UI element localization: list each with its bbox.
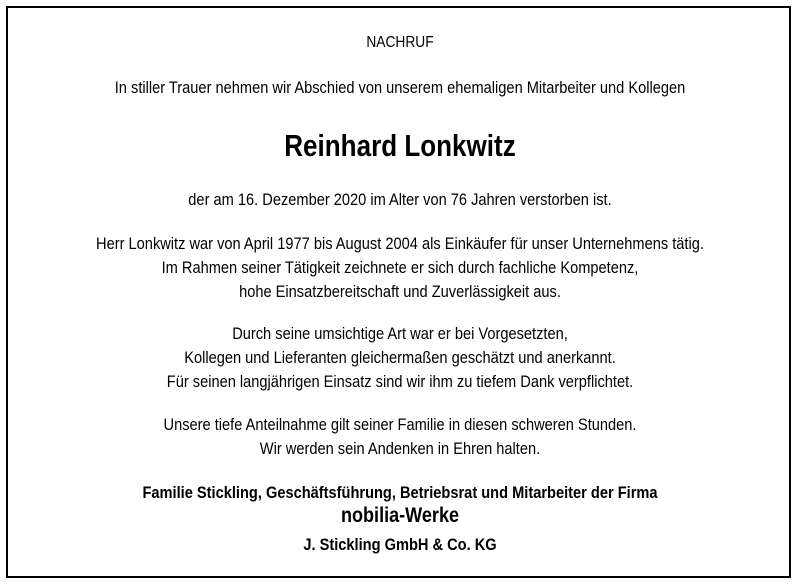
paragraph2-line: Für seinen langjährigen Einsatz sind wir ihm zu tiefem Dank verpflichtet. [166,372,634,391]
death-date-line: der am 16. Dezember 2020 im Alter von 76 Jahren verstorben ist. [188,190,612,209]
paragraph2-line: Kollegen und Lieferanten gleichermaßen geschätzt und anerkannt. [184,348,616,367]
paragraph1-line: Im Rahmen seiner Tätigkeit zeichnete er sich durch fachliche Kompetenz, [161,258,639,277]
signature-line: Familie Stickling, Geschäftsführung, Betriebsrat und Mitarbeiter der Firma [142,483,658,502]
paragraph2-line: Durch seine umsichtige Art war er bei Vorgesetzten, [232,324,568,343]
deceased-name: Reinhard Lonkwitz [284,128,516,163]
signature-company: nobilia-Werke [340,504,460,527]
paragraph3-line: Unsere tiefe Anteilnahme gilt seiner Familie in diesen schweren Stunden. [163,415,637,434]
paragraph1-line: Herr Lonkwitz war von April 1977 bis August 2004 als Einkäufer für unser Unternehmens tätig. [96,234,704,253]
intro-text: In stiller Trauer nehmen wir Abschied von unserem ehemaligen Mitarbeiter und Kollegen [114,78,686,97]
paragraph3-line: Wir werden sein Andenken in Ehren halten. [259,439,541,458]
signature-legal-name: J. Stickling GmbH & Co. KG [303,535,497,554]
paragraph1-line: hohe Einsatzbereitschaft und Zuverlässigkeit aus. [239,282,561,301]
notice-header: NACHRUF [366,34,434,51]
